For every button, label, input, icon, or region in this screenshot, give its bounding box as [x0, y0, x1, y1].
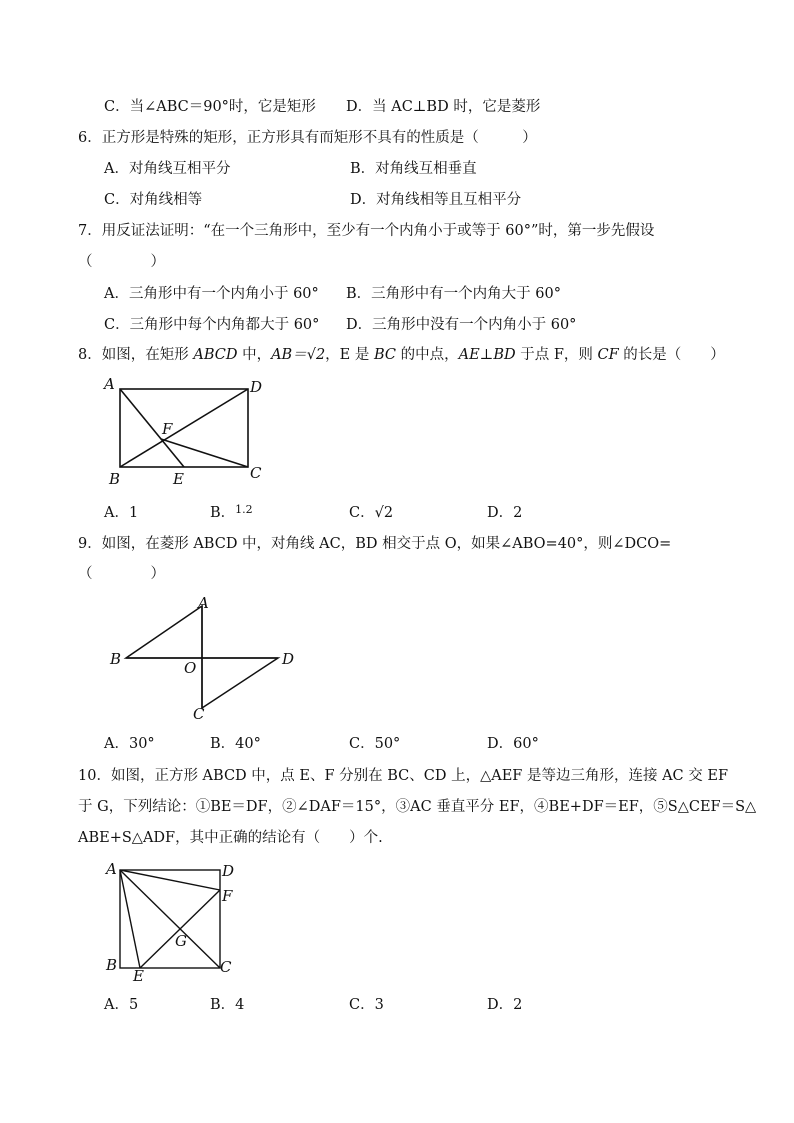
q8-diagonal-bd — [120, 389, 248, 467]
q7-stem: 7．用反证法证明：“在一个三角形中，至少有一个内角小于或等于 60°”时，第一步先假设 — [78, 223, 655, 239]
q10-segment-af — [120, 870, 220, 890]
q9-option-a: A．30° — [104, 736, 155, 752]
q8-rectangle-figure — [100, 374, 280, 494]
q10-line-2: 于 G，下列结论：①BE＝DF，②∠DAF＝15°，③AC 垂直平分 EF，④BE+DF＝EF，⑤S△CEF＝S△ — [78, 799, 757, 815]
q8-abcd: ABCD — [193, 347, 238, 363]
q8-option-d: D．2 — [487, 505, 523, 521]
q10-diagonal-ac — [120, 870, 220, 968]
q6-option-c: C．对角线相等 — [104, 192, 203, 208]
q7-option-a: A．三角形中有一个内角小于 60° — [104, 286, 319, 302]
q8-stem-a: 8．如图，在矩形 — [78, 347, 194, 363]
q8-stem-e: 于点 F，则 — [515, 347, 598, 363]
q8-option-b — [210, 503, 253, 524]
q8-label-a: A — [104, 375, 115, 393]
q10-option-c: C．3 — [349, 997, 384, 1013]
q9-label-d: D — [282, 650, 295, 668]
q7-option-d: D．三角形中没有一个内角小于 60° — [346, 317, 577, 333]
q9-paren: （ ） — [78, 566, 165, 582]
q9-option-c: C．50° — [349, 736, 401, 752]
q8-ab-eq: AB＝√2 — [271, 347, 326, 363]
q8-label-d: D — [250, 378, 263, 396]
q8-bc: BC — [373, 347, 397, 363]
q8-stem — [78, 345, 725, 365]
q10-label-f: F — [222, 887, 233, 905]
q8-label-f: F — [162, 420, 173, 438]
q7-option-c: C．三角形中每个内角都大于 60° — [104, 317, 320, 333]
q9-label-c: C — [193, 705, 205, 723]
q9-option-d: D．60° — [487, 736, 539, 752]
q10-label-g: G — [175, 932, 187, 950]
q9-stem: 9．如图，在菱形 ABCD 中，对角线 AC，BD 相交于点 O，如果∠ABO=40°，则∠DCO= — [78, 536, 672, 552]
q9-rhombus-figure — [104, 592, 304, 728]
q7-option-b: B．三角形中有一个内角大于 60° — [346, 286, 561, 302]
q8-stem-f: 的长是（ ） — [618, 347, 725, 363]
q10-option-b: B．4 — [210, 997, 245, 1013]
q6-option-b: B．对角线互相垂直 — [350, 161, 477, 177]
q10-square-figure — [102, 856, 252, 990]
q10-label-e: E — [133, 967, 144, 985]
q5-option-d: D．当 AC⊥BD 时，它是菱形 — [346, 99, 541, 115]
q8-segment-cf — [161, 439, 248, 467]
q9-label-b: B — [110, 650, 122, 668]
q10-option-a: A．5 — [104, 997, 139, 1013]
q8-label-b: B — [109, 470, 121, 488]
q9-label-a: A — [198, 594, 209, 612]
q8-label-c: C — [250, 464, 262, 482]
q10-label-d: D — [222, 862, 235, 880]
q10-label-b: B — [106, 956, 118, 974]
q10-label-c: C — [220, 958, 232, 976]
q8-cf: CF — [597, 347, 619, 363]
q10-label-a: A — [106, 860, 117, 878]
q10-line-3: ABE+S△ADF，其中正确的结论有（ ）个. — [78, 830, 383, 846]
q10-option-d: D．2 — [487, 997, 523, 1013]
q8-option-c: C．√2 — [349, 505, 394, 521]
q8-option-b-prefix: B． — [210, 505, 236, 521]
q8-stem-d: 的中点， — [396, 347, 459, 363]
q10-segment-ae — [120, 870, 140, 968]
q8-label-e: E — [173, 470, 184, 488]
q8-stem-b: 中， — [237, 347, 272, 363]
q9-label-o: O — [184, 659, 197, 677]
q6-option-a: A．对角线互相平分 — [104, 161, 231, 177]
q6-option-d: D．对角线相等且互相平分 — [350, 192, 522, 208]
q7-paren: （ ） — [78, 254, 165, 270]
q5-option-c: C．当∠ABC＝90°时，它是矩形 — [104, 99, 316, 115]
q8-segment-ae — [120, 389, 184, 467]
q10-line-1: 10．如图，正方形 ABCD 中，点 E、F 分别在 BC、CD 上，△AEF 是等边三角形，连接 AC 交 EF — [78, 768, 729, 784]
q8-ae-bd: AE⊥BD — [458, 347, 516, 363]
q9-option-b: B．40° — [210, 736, 261, 752]
q8-stem-c: ，E 是 — [325, 347, 374, 363]
q8-option-b-value: 1.2 — [235, 503, 253, 516]
q6-stem: 6．正方形是特殊的矩形，正方形具有而矩形不具有的性质是（ ） — [78, 130, 537, 146]
q8-option-a: A．1 — [104, 505, 139, 521]
